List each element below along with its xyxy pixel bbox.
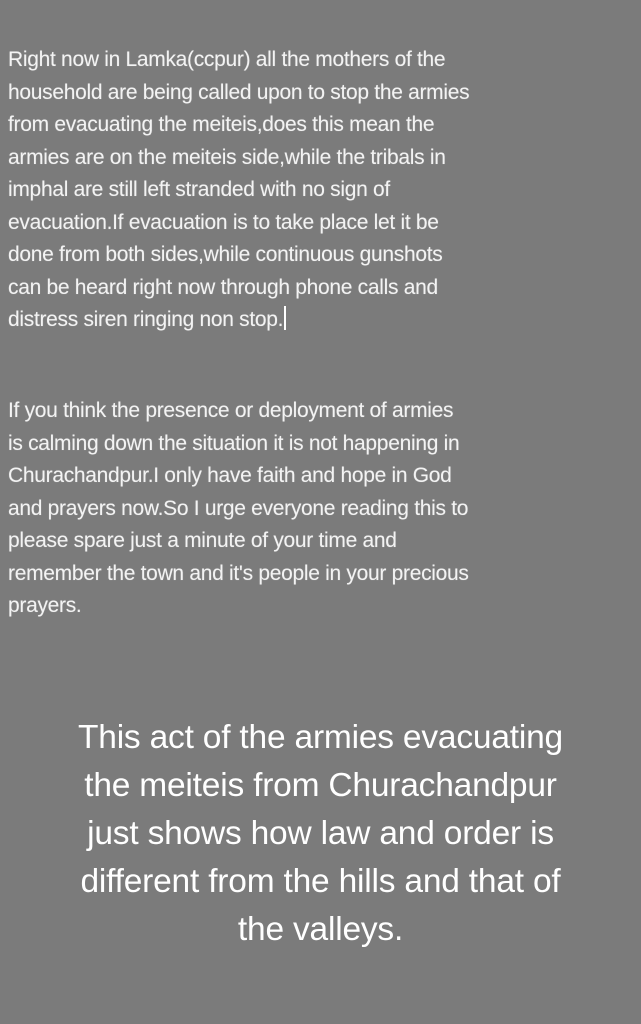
text-line: can be heard right now through phone calls and — [8, 275, 438, 299]
text-line: done from both sides,while continuous gunshots — [8, 243, 443, 266]
text-line: remember the town and it's people in your precious — [8, 561, 469, 585]
text-cursor — [284, 306, 286, 330]
headline-line: different from the hills and that of — [80, 863, 561, 900]
text-line: imphal are still left stranded with no sign of — [8, 178, 390, 201]
headline-line: just shows how law and order is — [87, 815, 554, 852]
headline-line: the meiteis from Churachandpur — [84, 767, 557, 804]
text-line: household are being called upon to stop the armies — [8, 80, 470, 104]
text-line: If you think the presence or deployment of armies — [8, 399, 454, 422]
headline-text — [0, 714, 641, 954]
text-line: Churachandpur.I only have faith and hope in God — [8, 464, 452, 487]
text-paragraph-1 — [8, 44, 641, 337]
text-line: please spare just a minute of your time and — [8, 529, 397, 552]
headline-line: This act of the armies evacuating — [78, 719, 563, 756]
text-line-content: distress siren ringing non stop. — [8, 308, 284, 331]
text-line: and prayers now.So I urge everyone reading this to — [8, 496, 469, 520]
text-line: evacuation.If evacuation is to take place let it be — [8, 210, 439, 234]
headline-line: the valleys. — [237, 911, 404, 948]
text-line: prayers. — [8, 594, 82, 617]
text-line: from evacuating the meiteis,does this mean the — [8, 113, 435, 136]
text-line-last — [8, 304, 641, 337]
text-line: armies are on the meiteis side,while the tribals in — [8, 145, 446, 169]
text-line: is calming down the situation it is not happening in — [8, 431, 460, 455]
text-paragraph-2 — [8, 395, 641, 623]
text-line: Right now in Lamka(ccpur) all the mothers of the — [8, 48, 446, 71]
